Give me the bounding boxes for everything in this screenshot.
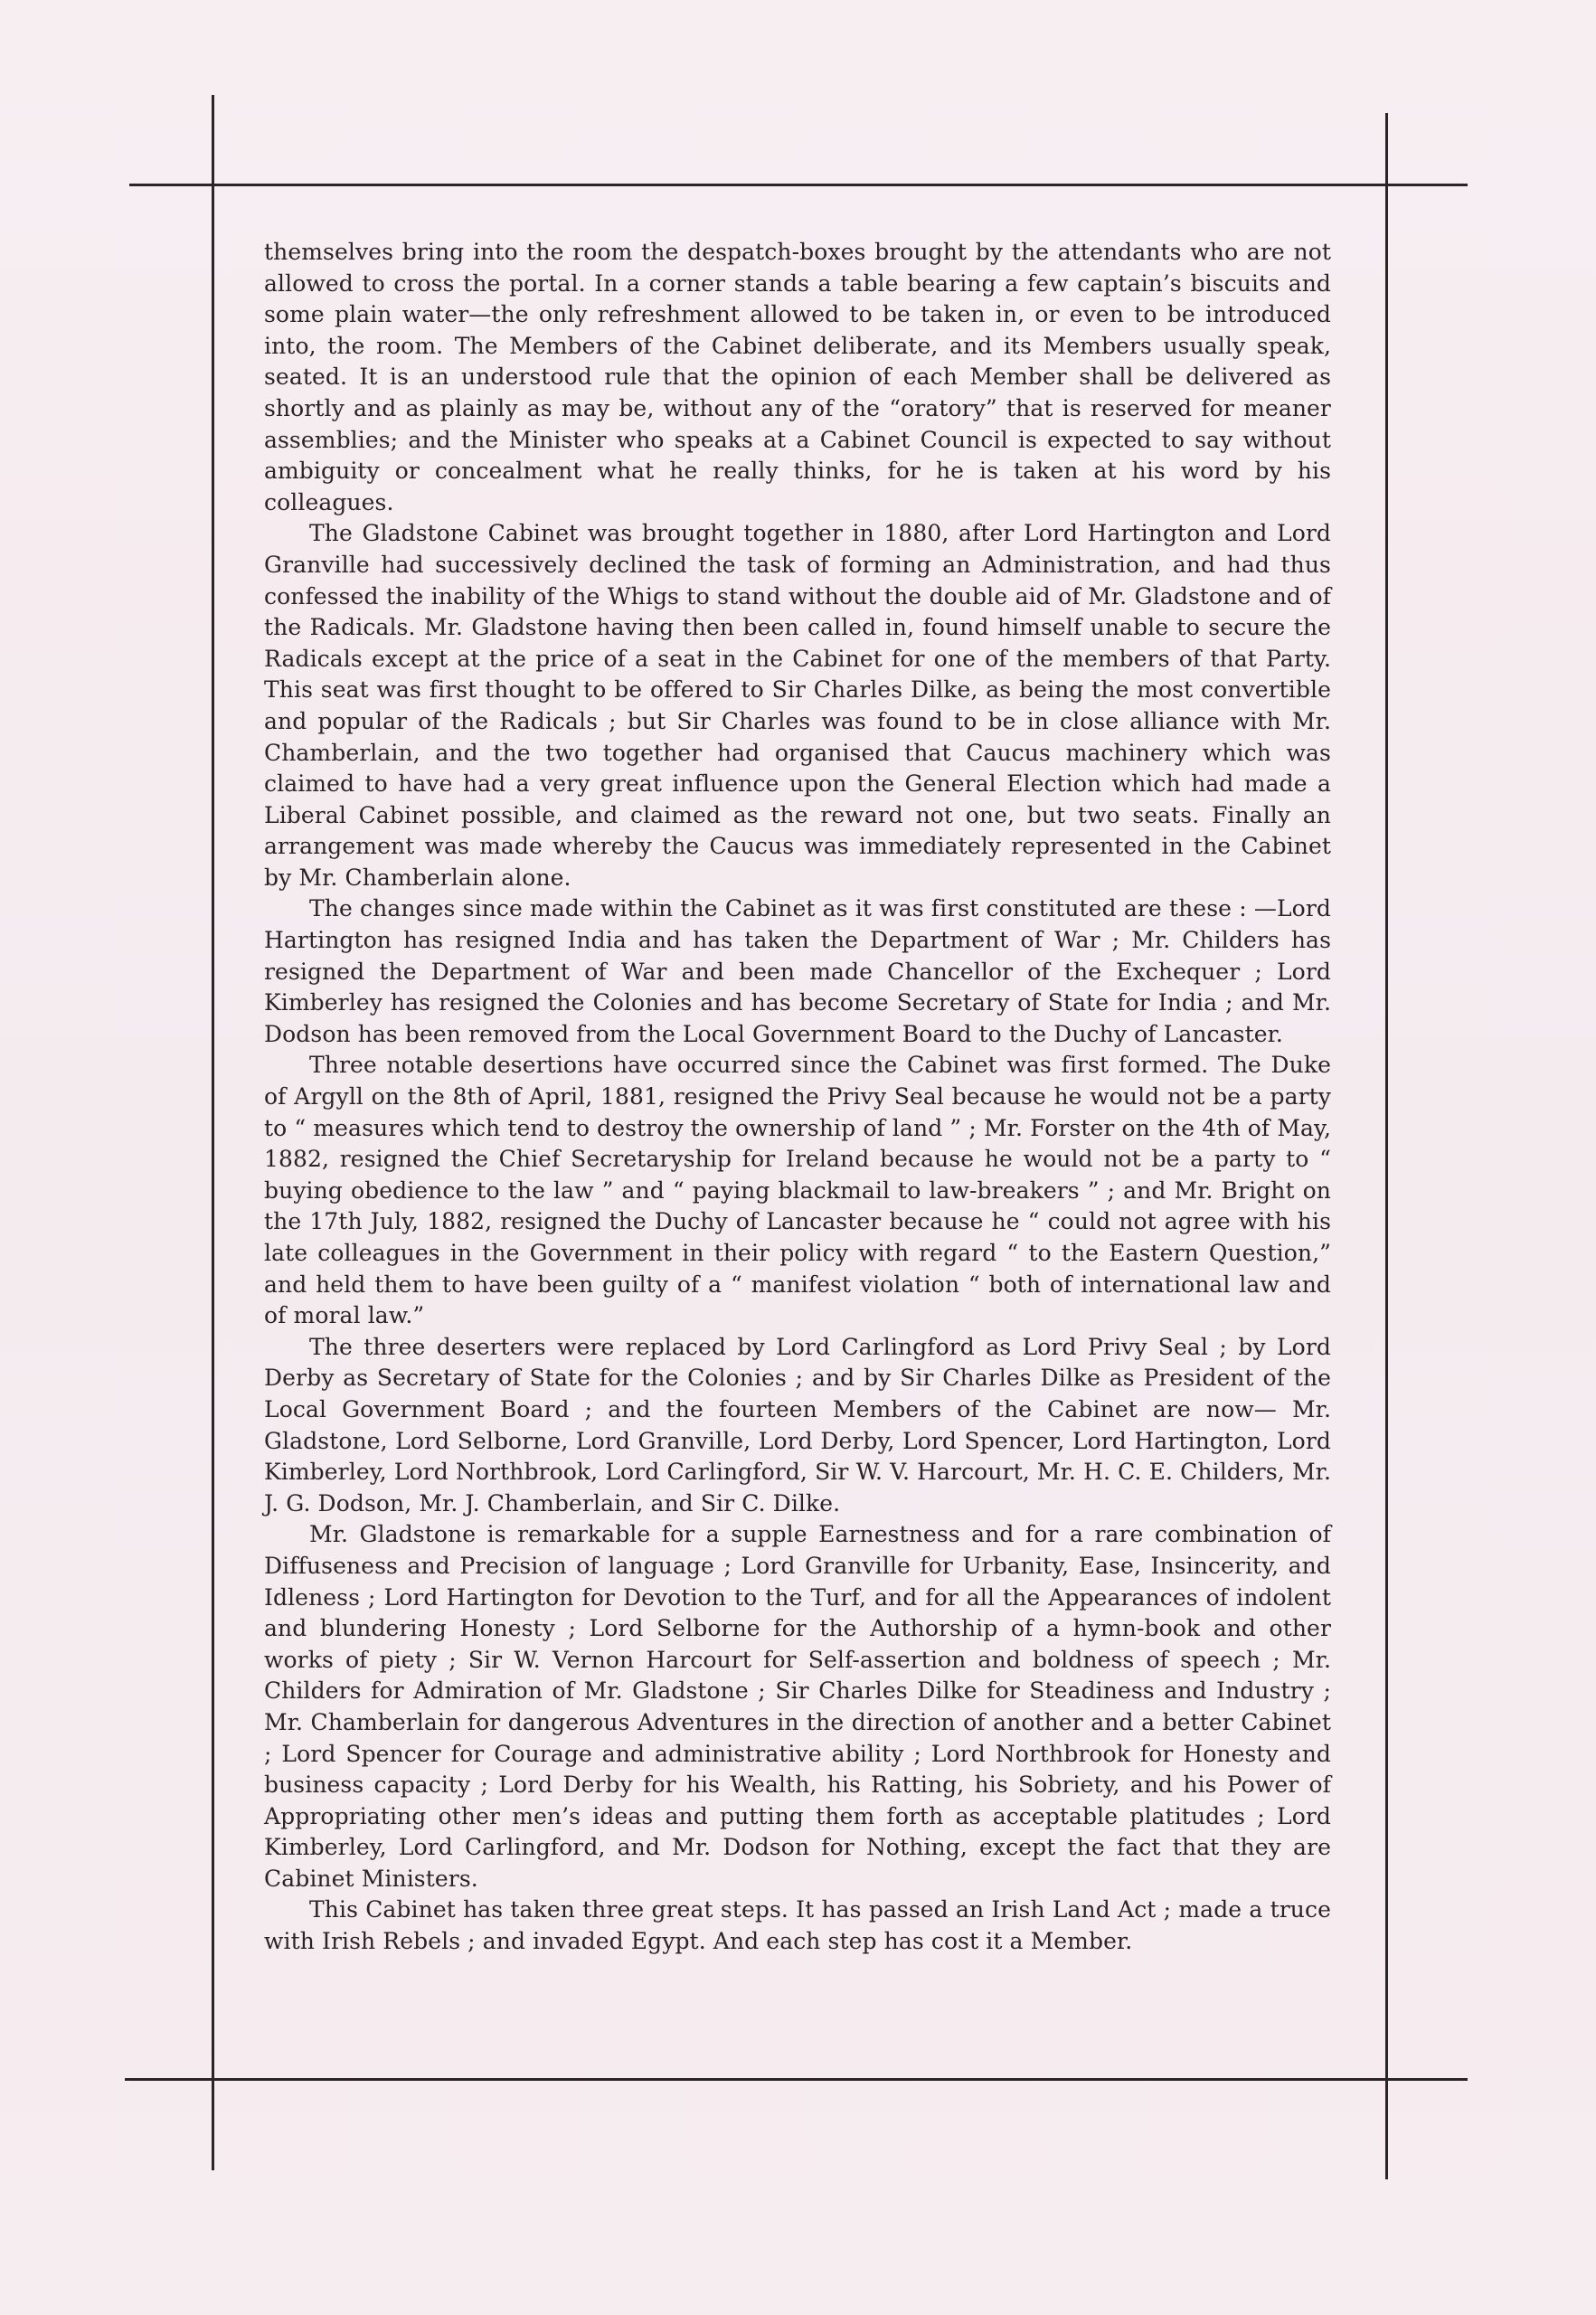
paragraph: This Cabinet has taken three great steps. It has passed an Irish Land Act ; made a truce with Irish Rebels ; and invaded Egypt. And each step has cost it a Member. [264,1896,1331,1955]
body-text [264,237,1331,1958]
right-border-rule [1385,113,1388,2179]
left-border-rule [212,95,214,2170]
bottom-border-rule [125,2078,1468,2081]
paragraph: Three notable desertions have occurred since the Cabinet was first formed. The Duke of Argyll on the 8th of April, 1881, resigned the Privy Seal because he would not be a party to “ measures which tend to destroy the ownership of land ” ; Mr. Forster on the 4th of May, 1882, resigned the Chief Secretaryship for Ireland because he would not be a party to “ buying obedience to the law ” and “ paying blackmail to law-breakers ” ; and Mr. Bright on the 17th July, 1882, resigned the Duchy of Lancaster because he “ could not agree with his late colleagues in the Government in their policy with regard “ to the Eastern Question,” and held them to have been guilty of a “ manifest violation “ both of international law and of moral law.” [264,1052,1331,1329]
paragraph-continuation: themselves bring into the room the despatch-boxes brought by the attendants who are not allowed to cross the portal. In a corner stands a table bearing a few captain’s biscuits and some plain water—the only refreshment allowed to be taken in, or even to be introduced into, the room. The Members of the Cabinet deliberate, and its Members usually speak, seated. It is an understood rule that the opinion of each Member shall be delivered as shortly and as plainly as may be, without any of the “oratory” that is reserved for meaner assemblies; and the Minister who speaks at a Cabinet Council is expected to say without ambiguity or concealment what he really thinks, for he is taken at his word by his colleagues. [264,239,1331,515]
paragraph: Mr. Gladstone is remarkable for a supple Earnestness and for a rare combination of Diffuseness and Precision of language ; Lord Granville for Urbanity, Ease, Insincerity, and Idleness ; Lord Hartington for Devotion to the Turf, and for all the Appearances of indolent and blundering Honesty ; Lord Selborne for the Authorship of a hymn-book and other works of piety ; Sir W. Vernon Harcourt for Self-assertion and boldness of speech ; Mr. Childers for Admiration of Mr. Gladstone ; Sir Charles Dilke for Steadiness and Industry ; Mr. Chamberlain for dangerous Adventures in the direction of another and a better Cabinet ; Lord Spencer for Courage and administrative ability ; Lord Northbrook for Honesty and business capacity ; Lord Derby for his Wealth, his Ratting, his Sobriety, and his Power of Appropriating other men’s ideas and putting them forth as acceptable platitudes ; Lord Kimberley, Lord Carlingford, and Mr. Dodson for Nothing, except the fact that they are Cabinet Ministers. [264,1521,1331,1892]
paragraph: The three deserters were replaced by Lord Carlingford as Lord Privy Seal ; by Lord Derby as Secretary of State for the Colonies ; and by Sir Charles Dilke as President of the Local Government Board ; and the fourteen Members of the Cabinet are now— Mr. Gladstone, Lord Selborne, Lord Granville, Lord Derby, Lord Spencer, Lord Hartington, Lord Kimberley, Lord Northbrook, Lord Carlingford, Sir W. V. Harcourt, Mr. H. C. E. Childers, Mr. J. G. Dodson, Mr. J. Chamberlain, and Sir C. Dilke. [264,1333,1331,1517]
top-border-rule [129,184,1468,186]
paragraph: The Gladstone Cabinet was brought together in 1880, after Lord Hartington and Lord Granville had successively declined the task of forming an Administration, and had thus confessed the inability of the Whigs to stand without the double aid of Mr. Gladstone and of the Radicals. Mr. Gladstone having then been called in, found himself unable to secure the Radicals except at the price of a seat in the Cabinet for one of the members of that Party. This seat was first thought to be offered to Sir Charles Dilke, as being the most convertible and popular of the Radicals ; but Sir Charles was found to be in close alliance with Mr. Chamberlain, and the two together had organised that Caucus machinery which was claimed to have had a very great influence upon the General Election which had made a Liberal Cabinet possible, and claimed as the reward not one, but two seats. Finally an arrangement was made whereby the Caucus was immediately represented in the Cabinet by Mr. Chamberlain alone. [264,520,1331,891]
paragraph: The changes since made within the Cabinet as it was first constituted are these : —Lord Hartington has resigned India and has taken the Department of War ; Mr. Childers has resigned the Department of War and been made Chancellor of the Exchequer ; Lord Kimberley has resigned the Colonies and has become Secretary of State for India ; and Mr. Dodson has been removed from the Local Government Board to the Duchy of Lancaster. [264,895,1331,1047]
